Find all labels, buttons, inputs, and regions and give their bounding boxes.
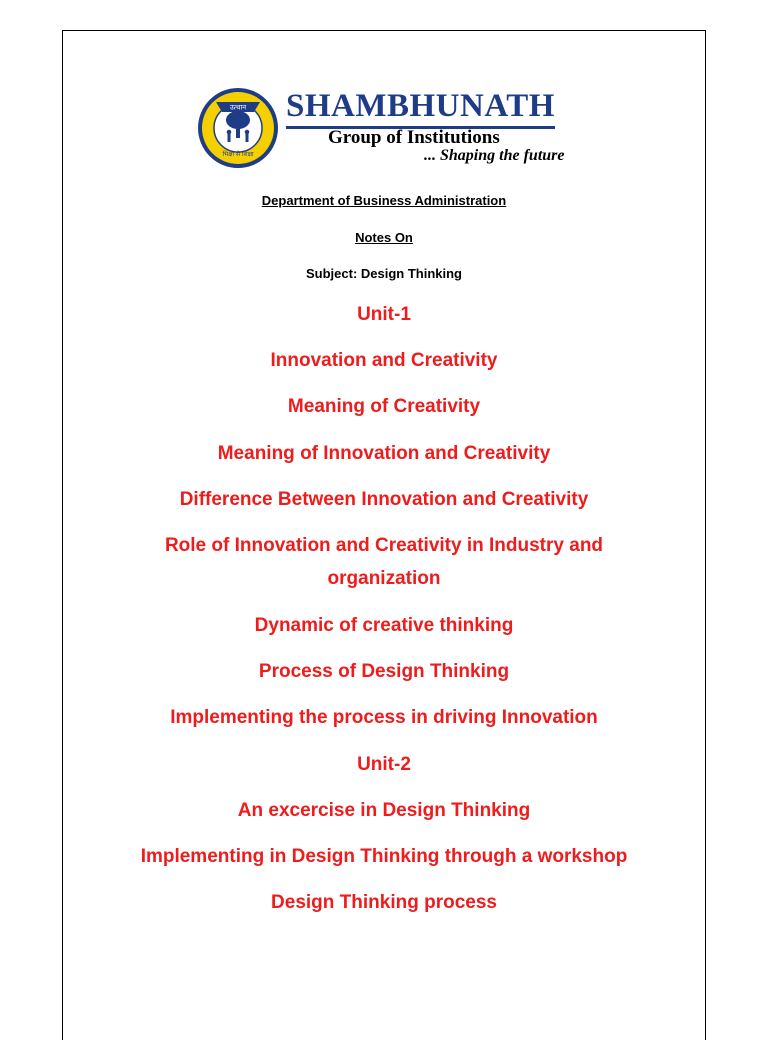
svg-text:भिक्षा से शिक्षा: भिक्षा से शिक्षा xyxy=(222,151,254,158)
svg-text:उत्थान: उत्थान xyxy=(229,103,247,112)
notes-on-text: Notes On xyxy=(355,230,413,245)
subject-line: Subject: Design Thinking xyxy=(305,266,462,281)
topic-item: Design Thinking process xyxy=(271,892,497,913)
notes-on-heading xyxy=(0,230,768,246)
department-heading xyxy=(0,193,768,209)
topic-item: Implementing the process in driving Innovation xyxy=(170,707,598,728)
topic-item: Difference Between Innovation and Creativity xyxy=(179,489,589,510)
topic-item: Meaning of Creativity xyxy=(287,396,481,417)
topic-item: An excercise in Design Thinking xyxy=(237,800,531,821)
institution-tagline: ... Shaping the future xyxy=(424,147,565,164)
institution-name: SHAMBHUNATH xyxy=(286,90,555,129)
department-text: Department of Business Administration xyxy=(261,193,507,208)
topic-item: Innovation and Creativity xyxy=(270,350,498,371)
topic-item: Dynamic of creative thinking xyxy=(254,615,514,636)
institution-header xyxy=(196,86,576,176)
unit-heading: Unit-2 xyxy=(357,754,411,775)
institution-subtitle: Group of Institutions xyxy=(328,127,500,148)
topic-item-continuation: organization xyxy=(327,568,441,589)
unit-heading: Unit-1 xyxy=(357,304,411,325)
topic-item: Implementing in Design Thinking through a workshop xyxy=(140,846,628,867)
topic-item: Process of Design Thinking xyxy=(258,661,510,682)
institution-seal-logo xyxy=(196,86,280,170)
topic-item: Role of Innovation and Creativity in Industry and xyxy=(164,535,604,556)
topic-item: Meaning of Innovation and Creativity xyxy=(217,443,551,464)
